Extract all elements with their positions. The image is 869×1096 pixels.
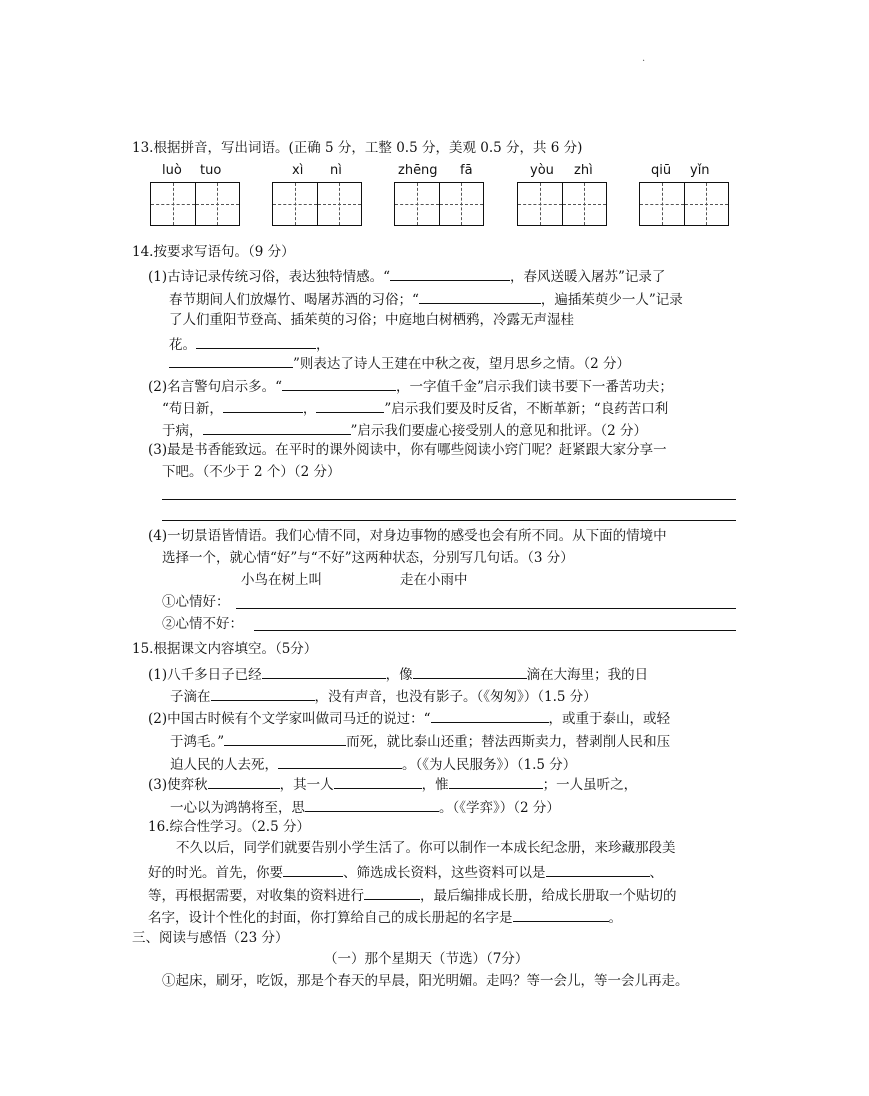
- q14-p2-line1: (2)名言警句启示多。“ ，一字值千金”启示我们读书要下一番苦功夫；: [148, 376, 673, 396]
- q15-p3-blank3[interactable]: [449, 774, 543, 789]
- q14-title: 14.按要求写语句。（9 分）: [132, 244, 295, 260]
- q16-line4: 名字，设计个性化的封面，你打算给自己的成长册起的名字是 。: [148, 907, 622, 927]
- q15-p3-line2: 一心以为鸿鹄将至，思 。（《学弈》）（2 分）: [170, 797, 560, 817]
- q14-p2-blank3[interactable]: [316, 398, 384, 413]
- q16-line1: 不久以后，同学们就要告别小学生活了。你可以制作一本成长纪念册，来珍藏那段美: [176, 840, 676, 856]
- q15-p1-blank2[interactable]: [413, 664, 527, 679]
- pinyin-4b: zhì: [574, 163, 593, 178]
- writing-box-3[interactable]: [394, 182, 484, 226]
- q15-p1-blank1[interactable]: [262, 664, 386, 679]
- q14-p1-blank3[interactable]: [196, 334, 316, 349]
- q14-p3-line1: (3)最是书香能致远。在平时的课外阅读中，你有哪些阅读小窍门呢？赶紧跟大家分享一: [148, 442, 667, 458]
- q15-p2-line3: 迫人民的人去死， 。（《为人民服务》）（1.5 分）: [170, 754, 576, 774]
- q14-p1-line5: ”则表达了诗人王建在中秋之夜，望月思乡之情。（2 分）: [169, 353, 630, 373]
- q15-p2-blank3[interactable]: [278, 754, 402, 769]
- q16-blank3[interactable]: [364, 885, 420, 900]
- pinyin-4a: yòu: [530, 163, 554, 178]
- q15-p2-blank1[interactable]: [431, 708, 549, 723]
- q16-blank2[interactable]: [546, 862, 650, 877]
- q14-p3-answer-line1[interactable]: [162, 499, 736, 500]
- q13-title: 13.根据拼音，写出词语。(正确 5 分，工整 0.5 分，美观 0.5 分，共 6 分): [132, 140, 583, 156]
- pinyin-1b: tuo: [200, 163, 222, 178]
- q14-p1-line2: 春节期间人们放爆竹、喝屠苏酒的习俗；“ ，遍插茱萸少一人”记录: [169, 289, 683, 309]
- q16-blank4[interactable]: [513, 907, 609, 922]
- q14-p1-line1: (1)古诗记录传统习俗，表达独特情感。“ ，春风送暖入屠苏”记录了: [148, 266, 665, 286]
- q14-p1-line3: 了人们重阳节登高、插茱萸的习俗；中庭地白树栖鸦，冷露无声湿桂: [169, 312, 574, 328]
- q14-p4-line2: 选择一个，就心情“好”与“不好”这两种状态，分别写几句话。（3 分）: [162, 550, 574, 566]
- q14-p2-line3: 于病， ”启示我们要虚心接受别人的意见和批评。（2 分）: [162, 420, 647, 440]
- q14-p4-option1: 小鸟在树上叫: [241, 572, 322, 588]
- q14-p1-blank1[interactable]: [390, 266, 510, 281]
- q14-p4-bad-line[interactable]: [254, 630, 736, 631]
- pinyin-5a: qiū: [651, 163, 672, 178]
- q16-blank1[interactable]: [283, 862, 343, 877]
- top-mark: ·: [642, 56, 646, 67]
- q14-p4-line1: (4)一切景语皆情语。我们心情不同，对身边事物的感受也会有所不同。从下面的情境中: [148, 528, 667, 544]
- section3-title: 三、阅读与感悟（23 分）: [132, 930, 289, 946]
- writing-box-1[interactable]: [150, 182, 240, 226]
- pinyin-1a: luò: [162, 163, 182, 178]
- q14-p4-good-line[interactable]: [236, 608, 736, 609]
- pinyin-2b: nì: [330, 163, 342, 178]
- q15-title: 15.根据课文内容填空。（5分）: [132, 641, 318, 657]
- writing-box-4[interactable]: [517, 182, 607, 226]
- q14-p1-line4: 花。 ，: [169, 334, 330, 354]
- q14-p3-line2: 下吧。（不少于 2 个）（2 分）: [162, 464, 341, 480]
- q15-p2-blank2[interactable]: [224, 731, 346, 746]
- q15-p3-line1: (3)使弈秋 ，其一人 ，惟 ；一人虽听之，: [148, 774, 637, 794]
- q14-p4-bad-label: ②心情不好：: [162, 616, 243, 632]
- q15-p3-blank2[interactable]: [334, 774, 422, 789]
- q15-p1-line2: 子滴在 ，没有声音，也没有影子。（《匆匆》）（1.5 分）: [170, 686, 597, 706]
- section3-subtitle: （一）那个星期天（节选）（7分）: [324, 951, 529, 967]
- q16-line3: 等，再根据需要，对收集的资料进行 ，最后编排成长册，给成长册取一个贴切的: [148, 885, 677, 905]
- q14-p4-good-label: ①心情好：: [162, 594, 230, 610]
- writing-box-5[interactable]: [639, 182, 729, 226]
- q15-p2-line2: 于鸿毛。” 而死，就比泰山还重；替法西斯卖力，替剥削人民和压: [170, 731, 670, 751]
- q15-p3-blank4[interactable]: [305, 797, 439, 812]
- q15-p3-blank1[interactable]: [208, 774, 280, 789]
- q16-title: 16.综合性学习。（2.5 分）: [148, 819, 310, 835]
- q14-p1-blank4[interactable]: [169, 353, 293, 368]
- writing-box-2[interactable]: [272, 182, 362, 226]
- q14-p2-blank4[interactable]: [203, 420, 351, 435]
- q14-p2-blank2[interactable]: [223, 398, 303, 413]
- q14-p4-option2: 走在小雨中: [400, 572, 468, 588]
- pinyin-5b: yǐn: [690, 163, 710, 178]
- q14-p1-blank2[interactable]: [419, 289, 541, 304]
- q14-p3-answer-line2[interactable]: [162, 520, 736, 521]
- q14-p2-line2: “苟日新， ， ”启示我们要及时反省，不断革新；“良药苦口利: [162, 398, 668, 418]
- q14-p2-blank1[interactable]: [282, 376, 396, 391]
- section3-paragraph1: ①起床，刷牙，吃饭，那是个春天的早晨，阳光明媚。走吗？等一会儿，等一会儿再走。: [162, 973, 689, 989]
- pinyin-2a: xì: [292, 163, 304, 178]
- q16-line2: 好的时光。首先，你要 、筛选成长资料，这些资料可以是 、: [148, 862, 663, 882]
- q15-p2-line1: (2)中国古时候有个文学家叫做司马迁的说过：“ ，或重于泰山，或轻: [148, 708, 670, 728]
- q15-p1-line1: (1)八千多日子已经 ，像 滴在大海里；我的日: [148, 664, 648, 684]
- q15-p1-blank3[interactable]: [211, 686, 315, 701]
- pinyin-3b: fā: [460, 163, 473, 178]
- pinyin-3a: zhēng: [398, 163, 438, 178]
